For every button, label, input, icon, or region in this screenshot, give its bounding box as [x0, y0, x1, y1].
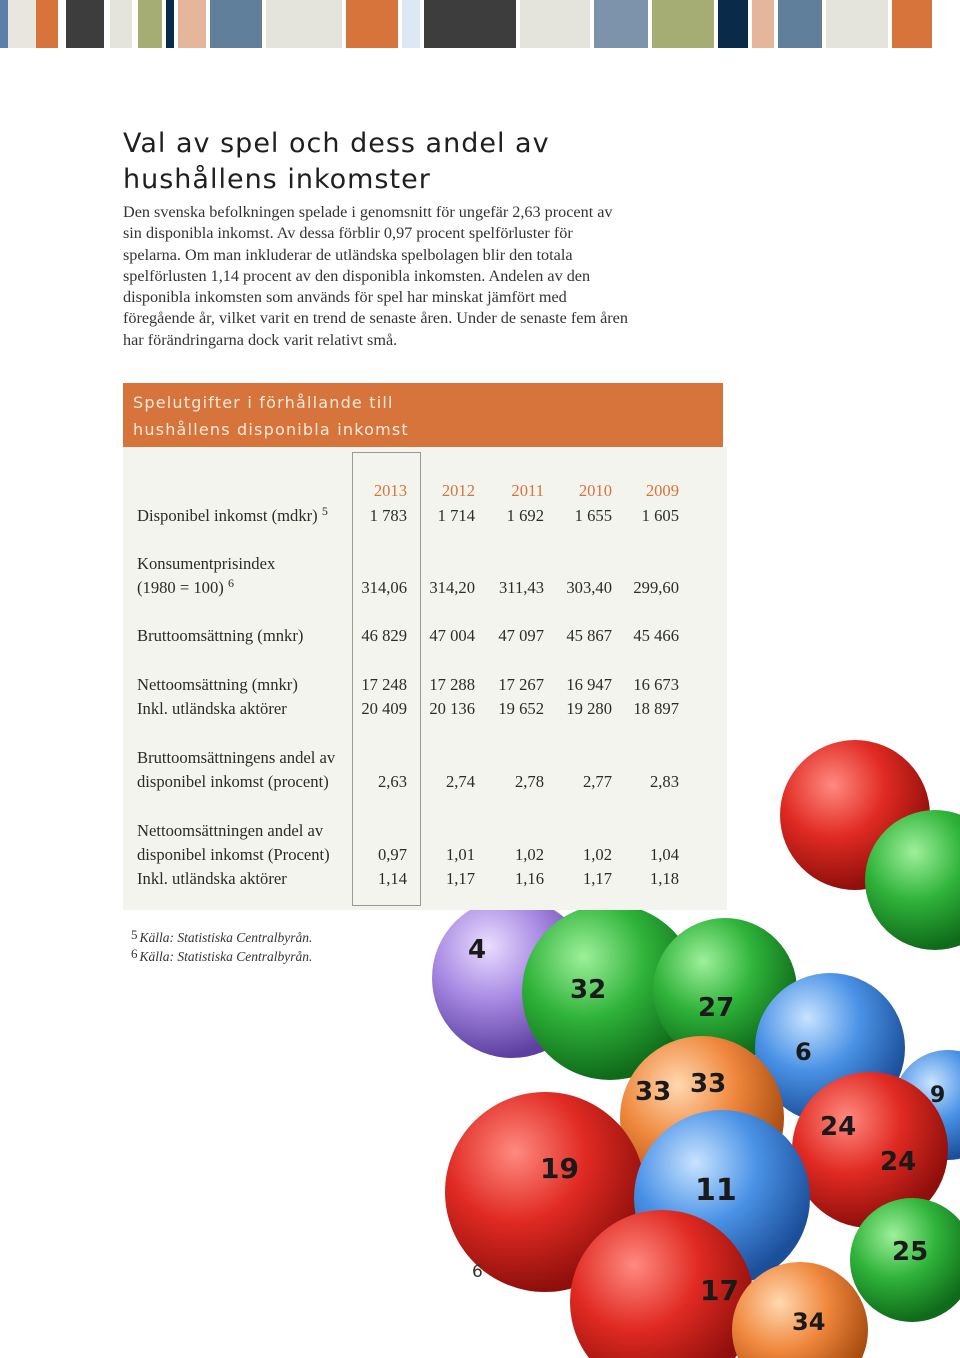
- year-header: 2009: [645, 481, 679, 500]
- row-label: [137, 506, 328, 526]
- table-cell: 1,01: [445, 845, 475, 864]
- table-cell: 17 267: [498, 675, 544, 694]
- table-cell: 1,02: [514, 845, 544, 864]
- row-label-text: (1980 = 100): [137, 578, 224, 597]
- row-label-line1: Bruttoomsättningens andel av: [137, 748, 336, 767]
- footnote-ref: 5: [321, 504, 328, 518]
- table-heading: [123, 383, 723, 447]
- table-cell: 1 605: [641, 506, 679, 525]
- row-label-text: Nettoomsättning (mnkr): [137, 675, 298, 694]
- table-cell: 1,16: [514, 869, 544, 888]
- row-label-text: disponibel inkomst (Procent): [137, 845, 330, 864]
- table-cell: 2,78: [514, 772, 544, 791]
- table-cell: 299,60: [633, 578, 679, 597]
- page-number: 6: [472, 1262, 483, 1282]
- row-label: [137, 699, 287, 719]
- table-cell: 1,02: [582, 845, 612, 864]
- ball-number: 4: [468, 935, 487, 965]
- ball-number: 33: [690, 1069, 727, 1099]
- table-cell: 1 783: [369, 506, 407, 525]
- table-cell: 1 714: [437, 506, 475, 525]
- table-cell: 47 097: [498, 626, 544, 645]
- table-cell: 1 655: [574, 506, 612, 525]
- ball-number: 24: [820, 1112, 857, 1142]
- row-label: [137, 845, 330, 865]
- table-cell: 0,97: [377, 845, 407, 864]
- ball-number: 34: [792, 1308, 826, 1336]
- row-label-text: Inkl. utländska aktörer: [137, 869, 287, 888]
- intro-paragraph: Den svenska befolkningen spelade i genomsnitt för ungefär 2,63 procent av sin disponibla inkomst. Av dessa förblir 0,97 procent spelförluster för spelarna. Om man inkluderar de utländska spelbolagen blir den totala spelförlusten 1,14 procent av den disponibla inkomsten. Andelen av den disponibla inkomsten som används för spel har minskat jämfört med föregående år, vilket varit en trend de senaste åren. Under de senaste fem åren har förändringarna dock varit relativt små.: [123, 203, 628, 349]
- table-cell: 45 867: [566, 626, 612, 645]
- row-label-text: Inkl. utländska aktörer: [137, 699, 287, 718]
- year-header: 2012: [441, 481, 475, 500]
- table-cell: 19 280: [566, 699, 612, 718]
- row-label: [137, 869, 287, 889]
- table-cell: 18 897: [633, 699, 679, 718]
- table-cell: 1,18: [649, 869, 679, 888]
- table-heading-line2: hushållens disponibla inkomst: [133, 420, 409, 439]
- ball-number: 32: [570, 975, 607, 1005]
- ball-number: 27: [698, 993, 735, 1023]
- top-color-stripes: [0, 0, 960, 48]
- table-cell: 1,14: [377, 869, 407, 888]
- ball-number: 19: [540, 1152, 579, 1185]
- table-cell: 45 466: [633, 626, 679, 645]
- row-label-line1: Konsumentprisindex: [137, 554, 276, 573]
- table-cell: 1,17: [445, 869, 475, 888]
- footnote-ref: 6: [227, 576, 234, 590]
- table-cell: 314,20: [429, 578, 475, 597]
- table-cell: 1,17: [582, 869, 612, 888]
- row-label-text: Disponibel inkomst (mdkr): [137, 506, 318, 525]
- table-cell: 16 947: [566, 675, 612, 694]
- table-cell: 17 288: [429, 675, 475, 694]
- row-label-line1: Nettoomsättningen andel av: [137, 821, 324, 840]
- footnote: $^6$ Källa: Statistiska Centralbyrån.: [131, 946, 313, 964]
- ball-number: 24: [880, 1147, 917, 1177]
- row-label-text: Bruttoomsättning (mnkr): [137, 626, 304, 645]
- table-cell: 19 652: [498, 699, 544, 718]
- page-title: Val av spel och dess andel av hushållens inkomster: [123, 128, 550, 195]
- table-cell: 2,63: [377, 772, 407, 791]
- table-cell: 2,83: [649, 772, 679, 791]
- row-label-text: disponibel inkomst (procent): [137, 772, 329, 791]
- table-cell: 46 829: [361, 626, 407, 645]
- table-cell: 17 248: [361, 675, 407, 694]
- row-label: [137, 675, 298, 695]
- ball-number: 11: [695, 1173, 737, 1208]
- footnotes: [131, 928, 312, 966]
- table-cell: 1,04: [649, 845, 679, 864]
- footnote: $^5$ Källa: Statistiska Centralbyrån.: [131, 927, 313, 945]
- ball-number: 17: [700, 1274, 739, 1307]
- ball-number: 25: [892, 1237, 929, 1267]
- table-cell: 314,06: [361, 578, 407, 597]
- ball-number: 33: [635, 1077, 672, 1107]
- table-cell: 20 136: [429, 699, 475, 718]
- ball-number: 9: [930, 1083, 946, 1108]
- table-cell: 1 692: [506, 506, 544, 525]
- table-cell: 303,40: [566, 578, 612, 597]
- row-label: [137, 772, 329, 792]
- table-cell: 16 673: [633, 675, 679, 694]
- year-header: 2013: [373, 481, 407, 500]
- table-cell: 311,43: [498, 578, 544, 597]
- table-cell: 2,77: [582, 772, 612, 791]
- table-cell: 2,74: [445, 772, 475, 791]
- year-header: 2011: [511, 481, 544, 500]
- row-label: [137, 578, 234, 598]
- row-label: [137, 626, 303, 646]
- ball-number: 6: [795, 1038, 812, 1066]
- year-header: 2010: [578, 481, 612, 500]
- table-heading-line1: Spelutgifter i förhållande till: [133, 393, 394, 412]
- table-cell: 47 004: [429, 626, 475, 645]
- table-cell: 20 409: [361, 699, 407, 718]
